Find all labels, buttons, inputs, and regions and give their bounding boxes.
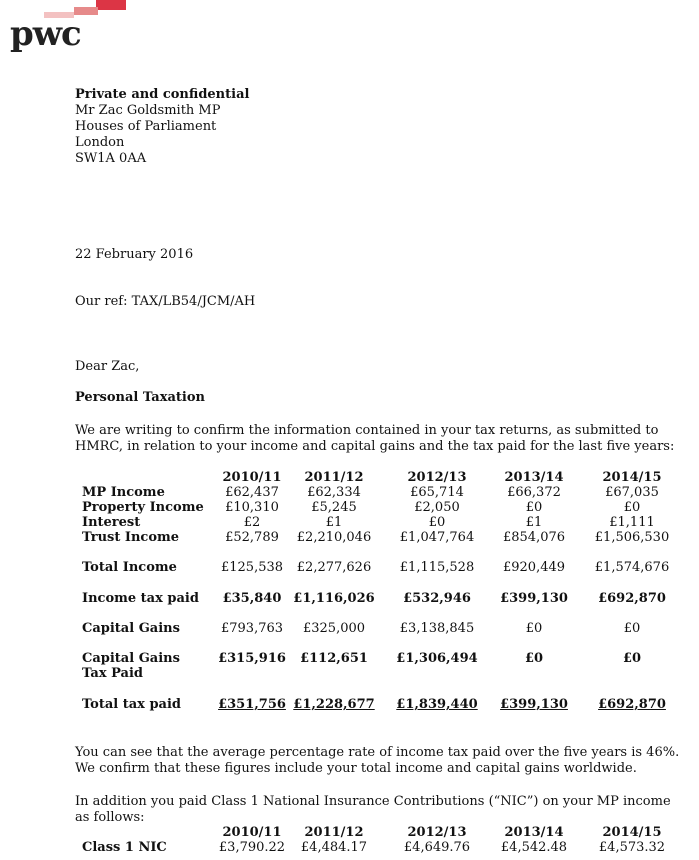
table-cell: £52,789	[225, 530, 279, 545]
table-cell: £2	[243, 515, 261, 530]
row-label: Capital Gains Tax Paid	[82, 651, 180, 681]
table-cell: £1,839,440	[396, 697, 478, 712]
confidential-heading: Private and confidential	[75, 87, 250, 102]
table-cell: £2,050	[414, 500, 460, 515]
address-line: London	[75, 135, 125, 150]
nic-paragraph: In addition you paid Class 1 National Insurance Contributions (“NIC”) on your MP income as follows:	[75, 794, 671, 825]
year-header: 2010/11	[222, 825, 282, 840]
table-cell: £692,870	[598, 591, 666, 606]
table-cell: £4,649.76	[403, 840, 471, 855]
table-cell: £692,870	[598, 697, 666, 712]
table-cell: £1,574,676	[594, 560, 670, 575]
table-cell: £2,210,046	[296, 530, 372, 545]
row-label: Income tax paid	[82, 591, 199, 606]
table-cell: £0	[623, 500, 641, 515]
table-cell: £1,115,528	[399, 560, 475, 575]
year-header: 2011/12	[304, 825, 364, 840]
rate-paragraph: You can see that the average percentage rate of income tax paid over the five years is 46%. We confirm that these figures include your total income and capital gains worldwide.	[75, 745, 680, 776]
table-cell: £315,916	[218, 651, 286, 666]
table-cell: £65,714	[410, 485, 464, 500]
table-cell: £10,310	[225, 500, 279, 515]
table-cell: £1,306,494	[396, 651, 478, 666]
table-cell: £67,035	[605, 485, 659, 500]
row-label: Property Income	[82, 500, 204, 515]
table-cell: £62,437	[225, 485, 279, 500]
table-cell: £920,449	[502, 560, 566, 575]
table-cell: £3,138,845	[399, 621, 475, 636]
table-cell: £1,047,764	[399, 530, 475, 545]
row-label: Capital Gains	[82, 621, 180, 636]
table-cell: £0	[623, 621, 641, 636]
address-line: SW1A 0AA	[75, 151, 147, 166]
table-cell: £3,790.22	[218, 840, 286, 855]
table-cell: £1,116,026	[293, 591, 375, 606]
table-cell: £5,245	[311, 500, 357, 515]
table-cell: £4,484.17	[300, 840, 368, 855]
table-cell: £112,651	[300, 651, 368, 666]
table-cell: £35,840	[222, 591, 282, 606]
year-header: 2013/14	[504, 825, 564, 840]
table-cell: £399,130	[500, 697, 568, 712]
table-cell: £125,538	[220, 560, 284, 575]
table-cell: £1,506,530	[594, 530, 670, 545]
reference: Our ref: TAX/LB54/JCM/AH	[75, 294, 256, 309]
table-cell: £4,573.32	[598, 840, 666, 855]
table-cell: £399,130	[500, 591, 568, 606]
table-cell: £2,277,626	[296, 560, 372, 575]
table-cell: £66,372	[507, 485, 561, 500]
row-label: Class 1 NIC	[82, 840, 167, 855]
table-cell: £1,111	[609, 515, 655, 530]
year-header: 2012/13	[407, 470, 467, 485]
table-cell: £351,756	[218, 697, 286, 712]
logo-bar-red	[96, 0, 126, 10]
address-line: Houses of Parliament	[75, 119, 217, 134]
table-cell: £0	[525, 500, 543, 515]
table-cell: £0	[525, 621, 543, 636]
year-header: 2010/11	[222, 470, 282, 485]
intro-paragraph: We are writing to confirm the information contained in your tax returns, as submitted to HMRC, in relation to your income and capital gains and the tax paid for the last five years:	[75, 423, 675, 454]
table-cell: £1	[525, 515, 543, 530]
address-line: Mr Zac Goldsmith MP	[75, 103, 221, 118]
row-label: Interest	[82, 515, 141, 530]
subject-heading: Personal Taxation	[75, 390, 205, 405]
row-label: Total Income	[82, 560, 177, 575]
pwc-logo: pwc	[10, 14, 81, 54]
row-label: Trust Income	[82, 530, 180, 545]
year-header: 2013/14	[504, 470, 564, 485]
year-header: 2014/15	[602, 470, 662, 485]
table-cell: £0	[622, 651, 642, 666]
table-cell: £793,763	[220, 621, 284, 636]
year-header: 2014/15	[602, 825, 662, 840]
table-cell: £4,542.48	[500, 840, 568, 855]
table-cell: £1	[325, 515, 343, 530]
salutation: Dear Zac,	[75, 359, 140, 374]
letter-date: 22 February 2016	[75, 247, 194, 262]
row-label: MP Income	[82, 485, 165, 500]
year-header: 2012/13	[407, 825, 467, 840]
year-header: 2011/12	[304, 470, 364, 485]
table-cell: £1,228,677	[293, 697, 375, 712]
table-cell: £62,334	[307, 485, 361, 500]
table-cell: £0	[428, 515, 446, 530]
table-cell: £854,076	[502, 530, 566, 545]
table-cell: £0	[524, 651, 544, 666]
table-cell: £325,000	[302, 621, 366, 636]
table-cell: £532,946	[403, 591, 471, 606]
row-label: Total tax paid	[82, 697, 181, 712]
